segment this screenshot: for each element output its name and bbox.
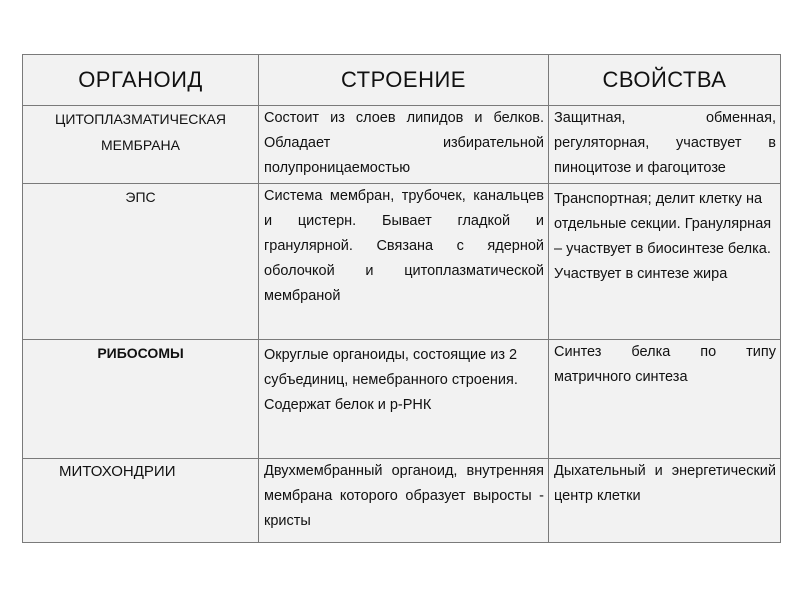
organoid-properties: Транспортная; делит клетку на отдельные секции. Гранулярная – участвует в биосинтезе белка. Участвует в синтезе жира (549, 184, 781, 340)
table-header-row (23, 55, 781, 106)
header-properties: СВОЙСТВА (549, 55, 781, 106)
organoid-structure: Округлые органоиды, состоящие из 2 субъединиц, немебранного строения. Содержат белок и р-РНК (259, 340, 549, 459)
organoid-structure: Состоит из слоев липидов и белков. Обладает избирательной полупроницаемостью (259, 106, 549, 184)
table-row (23, 184, 781, 340)
organoid-structure: Система мембран, трубочек, канальцев и цистерн. Бывает гладкой и гранулярной. Связана с ядерной оболочкой и цитоплазматической мембраной (259, 184, 549, 340)
header-organoid: ОРГАНОИД (23, 55, 259, 106)
organoid-structure: Двухмембранный органоид, внутренняя мембрана которого образует выросты - кристы (259, 459, 549, 543)
organoid-properties: Дыхательный и энергетический центр клетки (549, 459, 781, 543)
table-row (23, 106, 781, 184)
organoid-name: РИБОСОМЫ (23, 340, 259, 459)
organoid-name: МИТОХОНДРИИ (23, 459, 259, 543)
organoid-properties: Синтез белка по типу матричного синтеза (549, 340, 781, 459)
organoid-properties: Защитная, обменная, регуляторная, участвует в пиноцитозе и фагоцитозе (549, 106, 781, 184)
table-row (23, 340, 781, 459)
organoid-table (22, 54, 781, 543)
organoid-name: ЭПС (23, 184, 259, 340)
table-row (23, 459, 781, 543)
organoid-name: ЦИТОПЛАЗМАТИЧЕСКАЯ МЕМБРАНА (23, 106, 259, 184)
header-structure: СТРОЕНИЕ (259, 55, 549, 106)
